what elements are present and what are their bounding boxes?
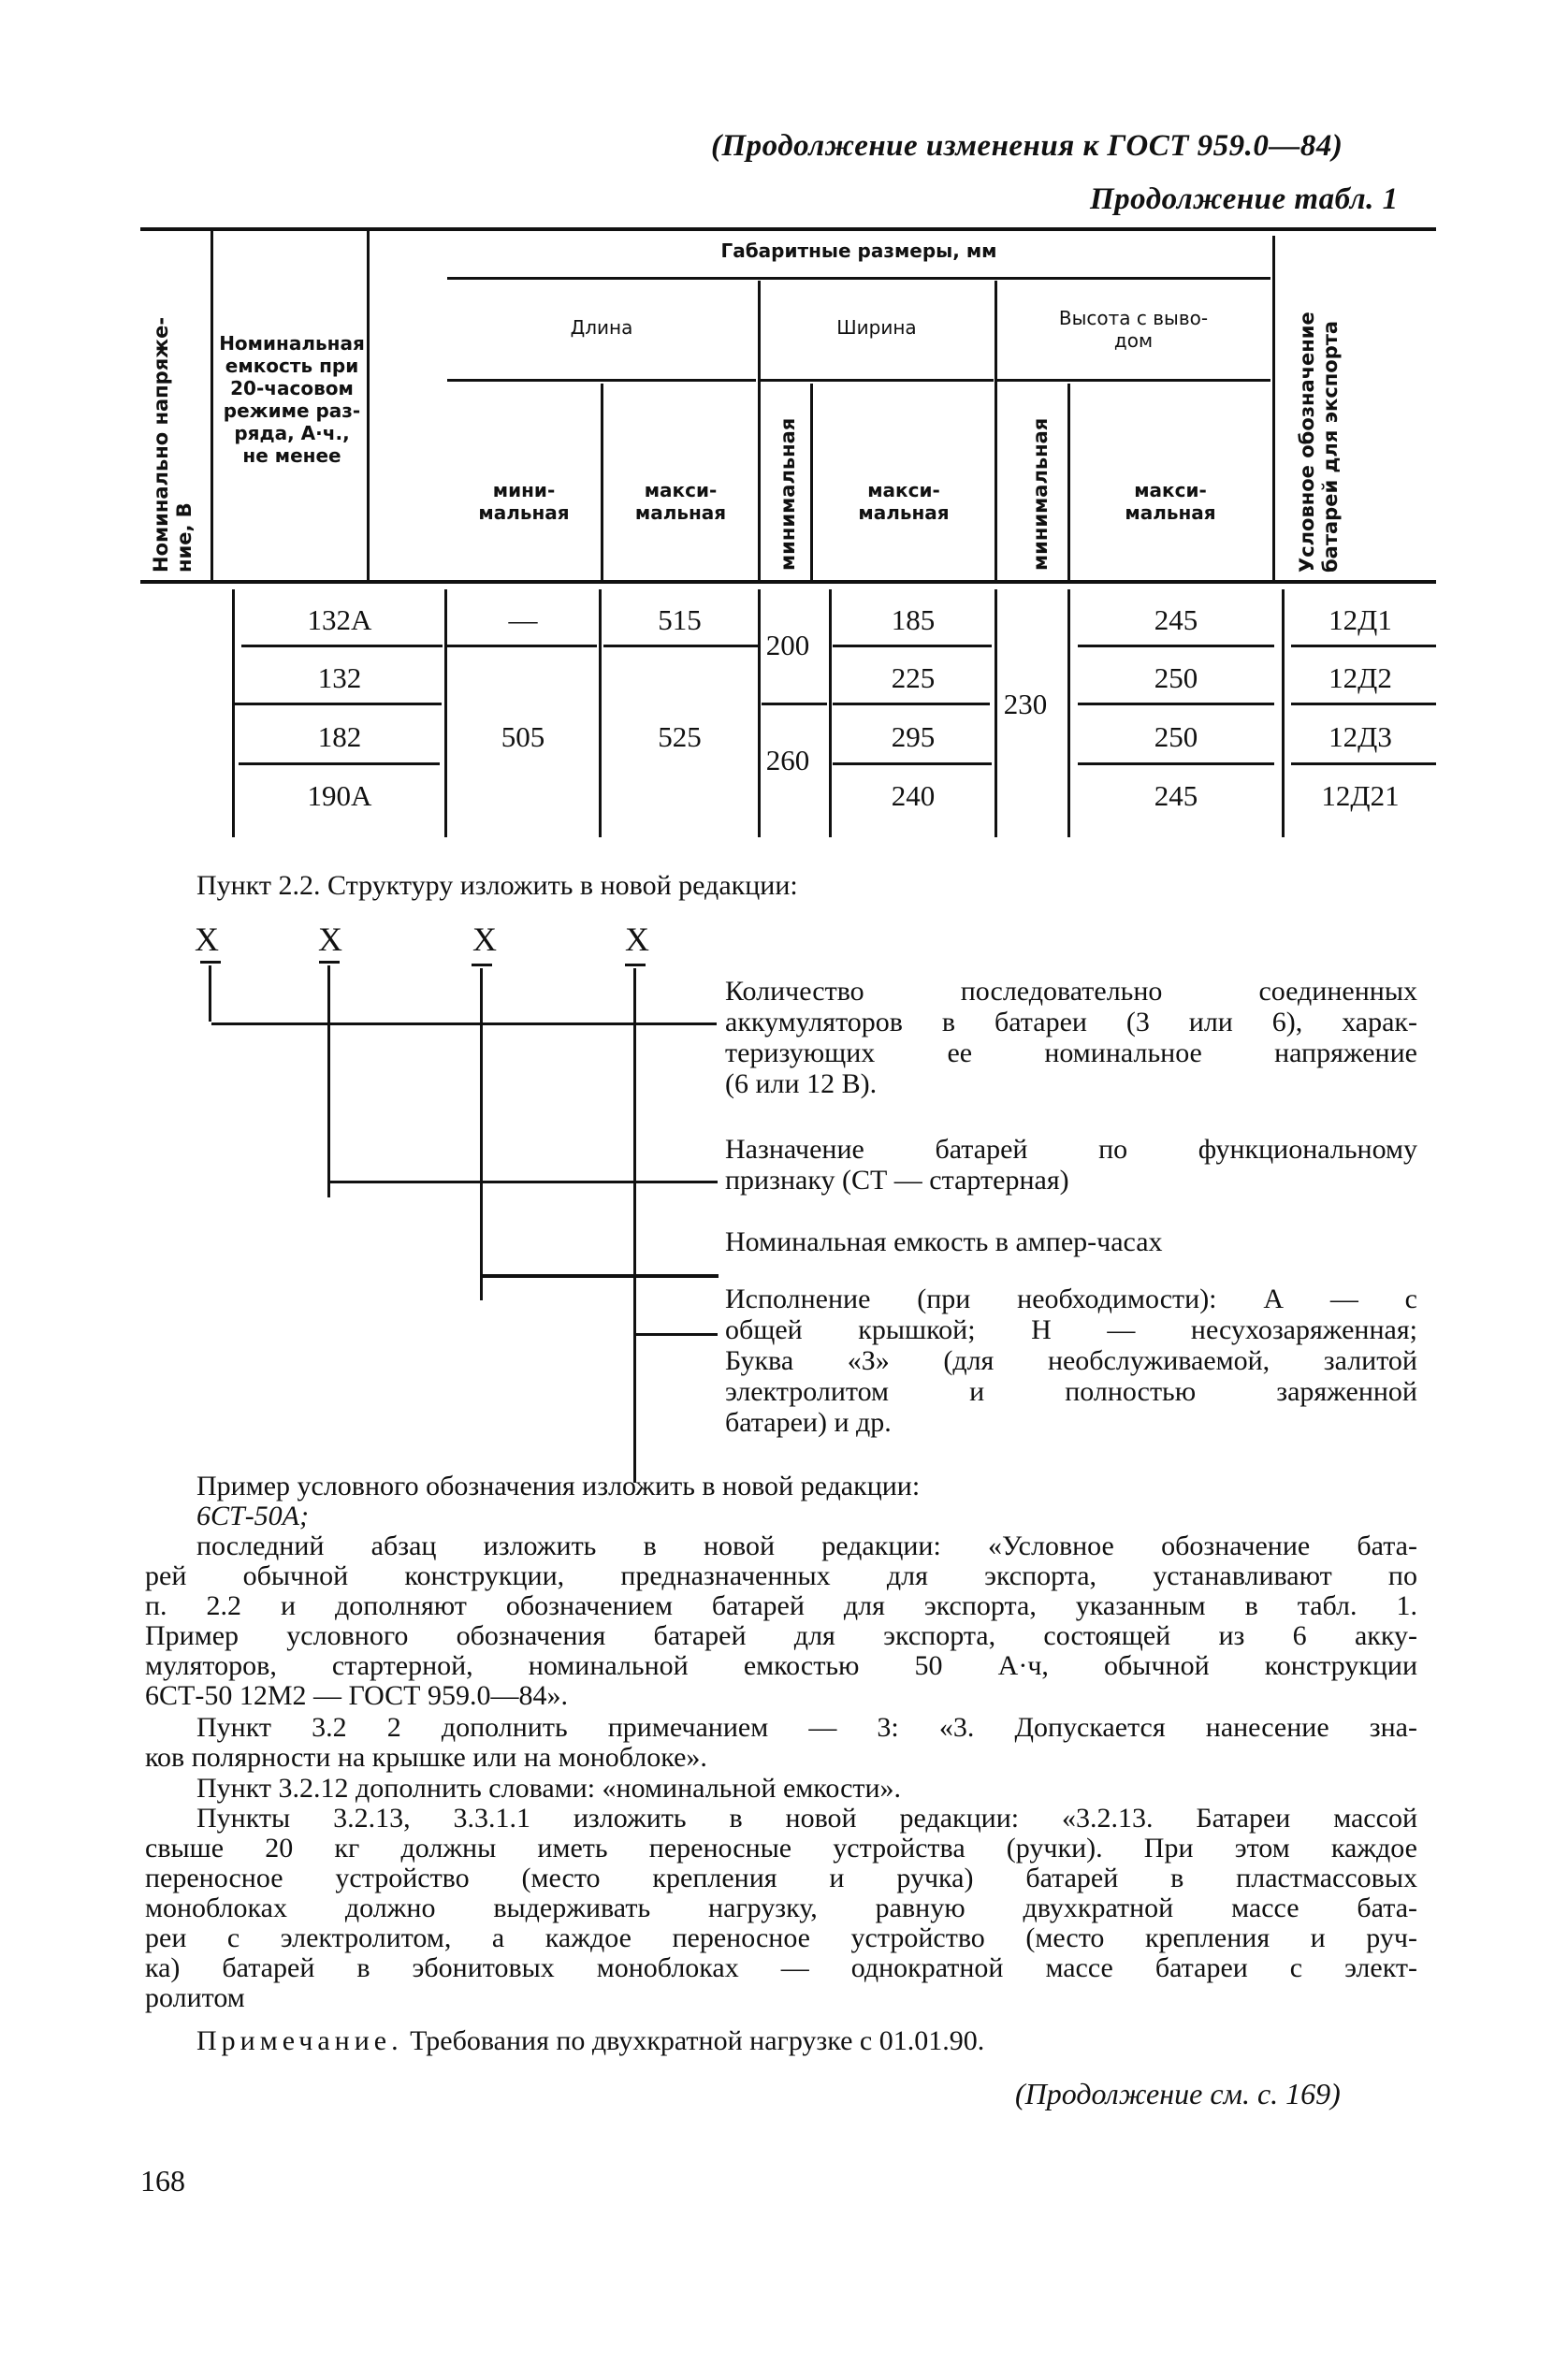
width-min-cell: 260 (765, 744, 810, 776)
height-min-cell: 230 (1003, 688, 1048, 720)
table-continuation-label: Продолжение табл. 1 (1090, 182, 1399, 216)
note (196, 2025, 984, 2056)
body-line: ков полярности на крышке или на моноблоке». (145, 1742, 707, 1773)
legend-item-count: Количество последовательно соединенных аккумуляторов в батареи (3 или 6), харак- теризующих ее номинальное напряжение (6 или 12 В). (725, 976, 1417, 1099)
table-row: 190А (307, 779, 372, 812)
header-length-min: мини- мальная (478, 479, 570, 524)
header-width-max: макси- мальная (858, 479, 950, 524)
width-max-cell: 185 (891, 603, 936, 636)
body-line: Пункт 3.2 2 дополнить примечанием — 3: «3. Допускается нанесение зна- (196, 1712, 1417, 1743)
header-export: Условное обозначение батарей для экспорта (1296, 312, 1342, 573)
width-max-cell: 225 (891, 661, 936, 694)
legend-item-execution: Исполнение (при необходимости): А — с общей крышкой; Н — несухозаряженная; Буква «З» (для необслуживаемой, залитой электролитом и полностью заряженной батареи) и др. (725, 1284, 1417, 1438)
export-cell: 12Д21 (1321, 779, 1400, 812)
height-max-cell: 250 (1154, 661, 1198, 694)
body-line: переносное устройство (место крепления и ручка) батарей в пластмассовых (145, 1863, 1417, 1893)
note-label: Примечание. (196, 2025, 403, 2056)
legend-item-capacity: Номинальная емкость в ампер-часах (725, 1226, 1163, 1257)
table-row: 132А (307, 603, 372, 636)
width-max-cell: 240 (891, 779, 936, 812)
structure-mark: Х (625, 921, 649, 958)
header-height-min: минимальная (1029, 417, 1052, 571)
header-width-min: минимальная (777, 417, 799, 571)
export-cell: 12Д1 (1328, 603, 1392, 636)
continued-note: (Продолжение см. с. 169) (1015, 2077, 1341, 2110)
body-line: ка) батарей в эбонитовых моноблоках — однократной массе батареи с элект- (145, 1952, 1417, 1983)
legend-item-purpose: Назначение батарей по функциональному признаку (СТ — стартерная) (725, 1134, 1417, 1196)
header-length-max: макси- мальная (634, 479, 727, 524)
header-height: Высота с выво- дом (1058, 307, 1209, 352)
body-line: Пункты 3.2.13, 3.3.1.1 изложить в новой редакции: «3.2.13. Батареи массой (196, 1803, 1417, 1834)
body-line: Пример условного обозначения изложить в новой редакции: (196, 1471, 921, 1501)
header-height-max: макси- мальная (1125, 479, 1216, 524)
header-length: Длина (570, 316, 633, 339)
table-row: 182 (317, 720, 362, 753)
body-line: ролитом (145, 1982, 245, 2013)
body-line: моноблоках должно выдерживать нагрузку, равную двухкратной массе бата- (145, 1893, 1417, 1923)
export-cell: 12Д3 (1328, 720, 1392, 753)
header-dimensions: Габаритные размеры, мм (720, 239, 997, 262)
body-line: рей обычной конструкции, предназначенных для экспорта, устанавливают по (145, 1560, 1417, 1591)
height-max-cell: 245 (1154, 603, 1198, 636)
export-cell: 12Д2 (1328, 661, 1392, 694)
length-max-cell: 525 (658, 720, 702, 753)
body-line: п. 2.2 и дополняют обозначением батарей для экспорта, указанным в табл. 1. (145, 1590, 1417, 1621)
length-min-cell: — (508, 603, 538, 636)
body-line: реи с электролитом, а каждое переносное устройство (место крепления и руч- (145, 1922, 1417, 1953)
body-line: муляторов, стартерной, номинальной емкостью 50 А·ч, обычной конструкции (145, 1650, 1417, 1681)
body-line: Пример условного обозначения батарей для экспорта, состоящей из 6 акку- (145, 1620, 1417, 1651)
example-designation: 6СТ-50А; (196, 1501, 309, 1531)
header-capacity: Номинальная емкость при 20-часовом режиме раз- ряда, А·ч., не менее (219, 332, 365, 467)
body-line: 6СТ-50 12М2 — ГОСТ 959.0—84». (145, 1680, 568, 1711)
structure-mark: Х (195, 921, 219, 958)
length-min-cell: 505 (501, 720, 545, 753)
height-max-cell: 245 (1154, 779, 1198, 812)
note-text: Требования по двухкратной нагрузке с 01.01.90. (410, 2025, 985, 2056)
page-number: 168 (140, 2164, 185, 2197)
header-width: Ширина (836, 316, 917, 339)
table-row: 132 (317, 661, 362, 694)
structure-mark: Х (318, 921, 342, 958)
width-max-cell: 295 (891, 720, 936, 753)
section-2-2-intro: Пункт 2.2. Структуру изложить в новой редакции: (196, 870, 798, 901)
structure-mark: Х (472, 921, 497, 958)
height-max-cell: 250 (1154, 720, 1198, 753)
header-voltage: Номинально напряже- ние, В (150, 316, 196, 573)
body-line: свыше 20 кг должны иметь переносные устройства (ручки). При этом каждое (145, 1833, 1417, 1864)
length-max-cell: 515 (658, 603, 702, 636)
width-min-cell: 200 (765, 629, 810, 661)
body-line: Пункт 3.2.12 дополнить словами: «номинальной емкости». (196, 1773, 902, 1804)
body-line: последний абзац изложить в новой редакции: «Условное обозначение бата- (196, 1530, 1417, 1561)
continuation-header: (Продолжение изменения к ГОСТ 959.0—84) (711, 129, 1343, 163)
